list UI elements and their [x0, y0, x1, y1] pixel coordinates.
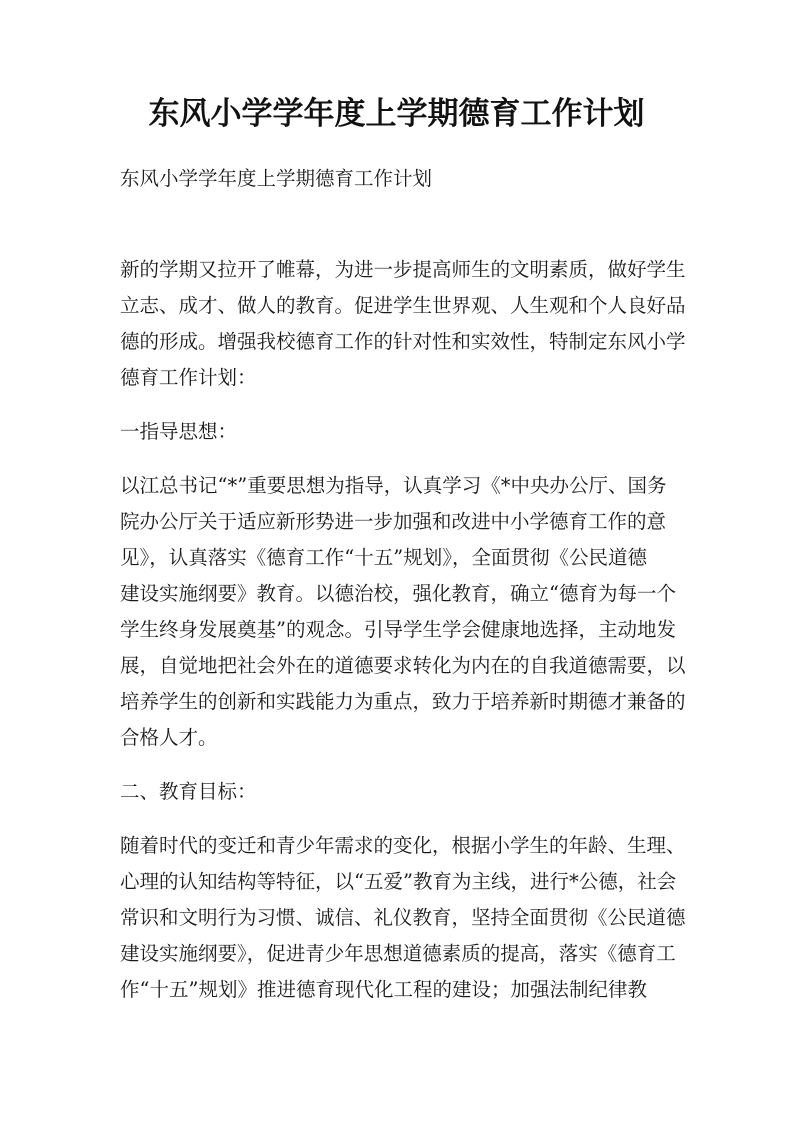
document-body — [120, 252, 686, 1026]
text-line: 以江总书记“*”重要思想为指导，认真学习《*中央办公厅、国务 — [120, 474, 667, 497]
text-line: 常识和文明行为习惯、诚信、礼仪教育，坚持全面贯彻《公民道德 — [120, 906, 686, 929]
text-line: 院办公厅关于适应新形势进一步加强和改进中小学德育工作的意 — [120, 510, 667, 533]
text-line: 学生终身发展奠基”的观念。引导学生学会健康地选择，主动地发 — [120, 618, 676, 641]
text-line: 德的形成。增强我校德育工作的针对性和实效性，特制定东风小学 — [120, 330, 686, 353]
section-heading-education-goals: 二、教育目标： — [120, 780, 257, 803]
section-heading-guiding-ideology: 一指导思想： — [120, 420, 238, 443]
text-line: 见》，认真落实《德育工作“十五”规划》，全面贯彻《公民道德 — [120, 546, 647, 569]
education-goals-paragraph — [120, 828, 686, 1008]
text-line: 随着时代的变迁和青少年需求的变化，根据小学生的年龄、生理、 — [120, 834, 686, 857]
guiding-ideology-paragraph — [120, 468, 686, 756]
intro-paragraph — [120, 252, 686, 396]
text-line: 心理的认知结构等特征，以“五爱”教育为主线，进行*公德，社会 — [120, 870, 677, 893]
document-title: 东风小学学年度上学期德育工作计划 — [148, 96, 645, 132]
text-line: 展，自觉地把社会外在的道德要求转化为内在的自我道德需要，以 — [120, 654, 686, 677]
text-line: 合格人才。 — [120, 726, 218, 749]
text-line: 建设实施纲要》教育。以德治校，强化教育，确立“德育为每一个 — [120, 582, 676, 605]
text-line: 立志、成才、做人的教育。促进学生世界观、人生观和个人良好品 — [120, 294, 686, 317]
text-line: 建设实施纲要》，促进青少年思想道德素质的提高，落实《德育工 — [120, 942, 676, 965]
text-line: 新的学期又拉开了帷幕，为进一步提高师生的文明素质，做好学生 — [120, 258, 686, 281]
text-line: 培养学生的创新和实践能力为重点，致力于培养新时期德才兼备的 — [120, 690, 686, 713]
document-subtitle: 东风小学学年度上学期德育工作计划 — [120, 167, 433, 190]
text-line: 作“十五”规划》推进德育现代化工程的建设；加强法制纪律教 — [120, 978, 647, 1001]
text-line: 德育工作计划： — [120, 366, 257, 389]
